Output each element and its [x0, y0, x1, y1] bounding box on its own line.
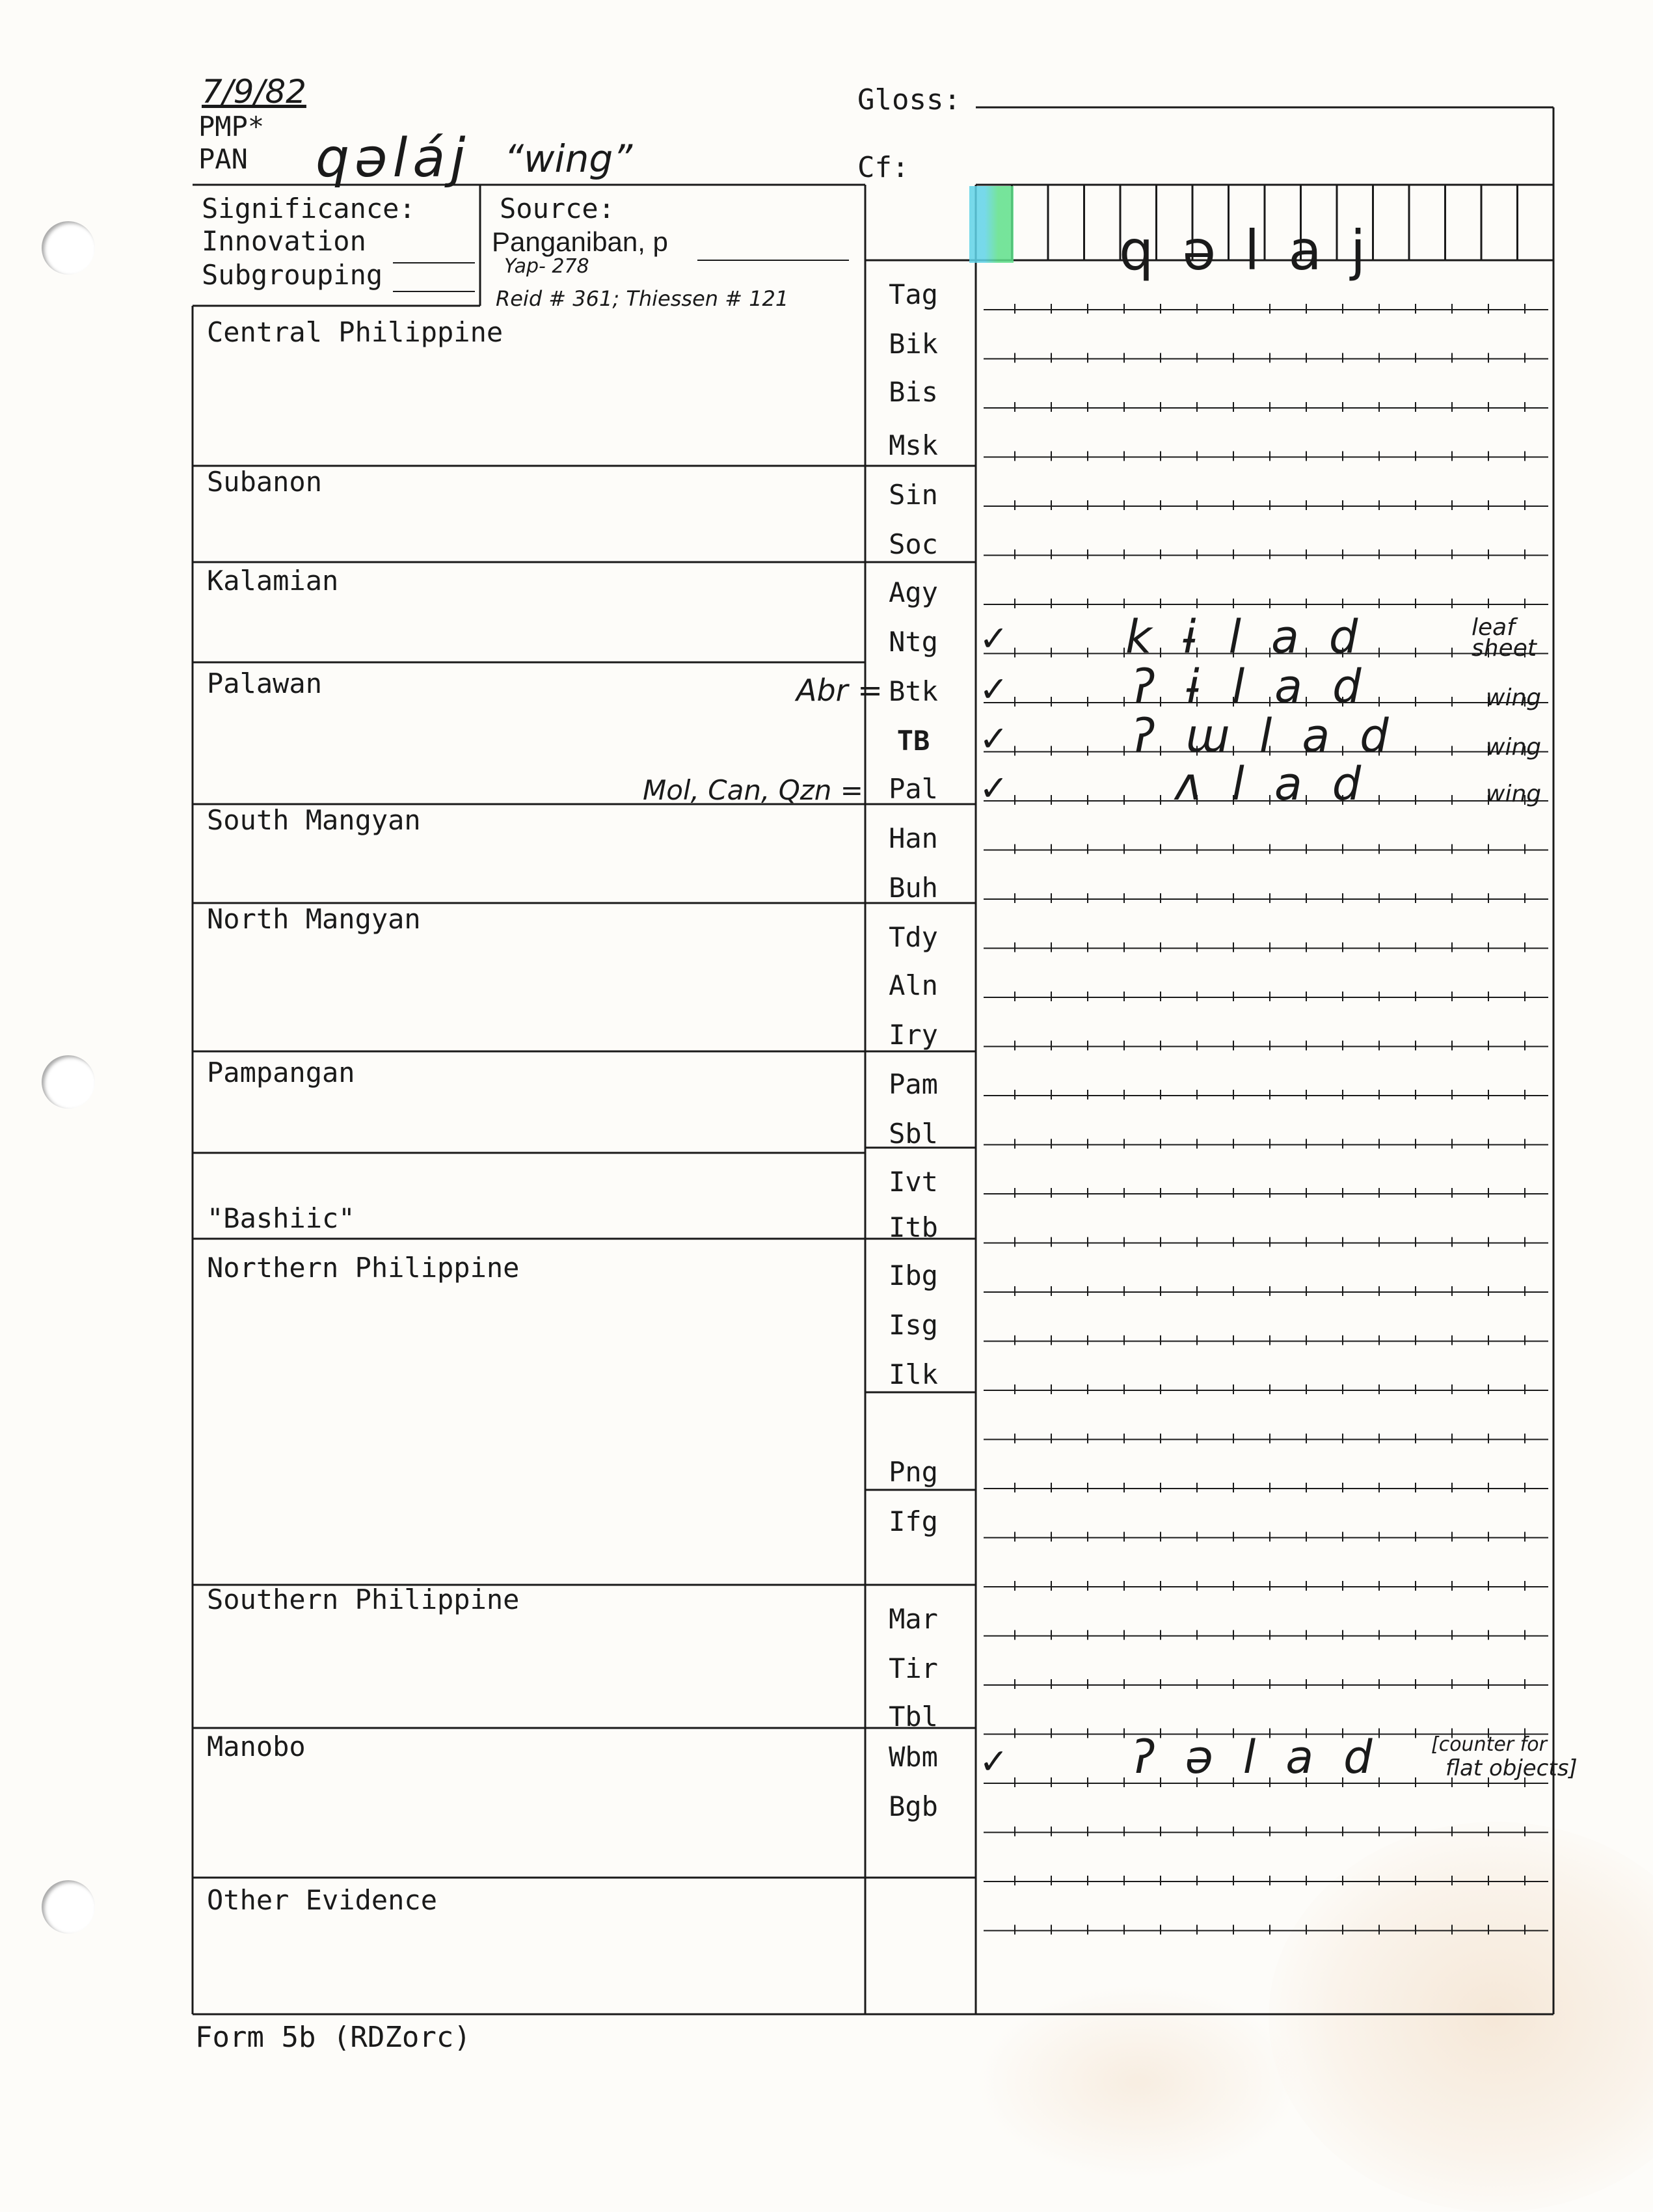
- significance-label: Significance:: [202, 193, 416, 224]
- gloss-quoted: “wing”: [504, 137, 633, 181]
- source-label: Source:: [500, 193, 615, 224]
- entry-pal-meaning: wing: [1486, 781, 1542, 807]
- lang-tir: Tir: [889, 1652, 938, 1684]
- entry-btk-form: ʔɨlad: [1132, 660, 1391, 713]
- group-bashiic: "Bashiic": [207, 1202, 355, 1234]
- innovation-label: Innovation: [202, 225, 366, 257]
- entry-wbm-meaning-1: [counter for: [1431, 1733, 1547, 1756]
- lang-bik: Bik: [889, 328, 938, 360]
- group-central-philippine: Central Philippine: [207, 316, 504, 348]
- check-pal: ✓: [979, 768, 1009, 809]
- cf-label: Cf:: [857, 151, 909, 184]
- lang-pam: Pam: [889, 1068, 938, 1100]
- lang-han: Han: [889, 822, 938, 854]
- entry-ntg-meaning-2: sheet: [1472, 635, 1537, 662]
- lang-iry: Iry: [889, 1019, 938, 1051]
- entry-tb-meaning: wing: [1486, 734, 1542, 761]
- subgrouping-label: Subgrouping: [202, 259, 383, 291]
- pal-prefix: Mol, Can, Qzn =: [643, 774, 863, 806]
- lang-bgb: Bgb: [889, 1790, 938, 1822]
- form-footer: Form 5b (RDZorc): [195, 2021, 471, 2054]
- lang-tb: TB: [896, 725, 930, 757]
- check-tb: ✓: [979, 718, 1009, 759]
- lang-png: Png: [889, 1456, 938, 1488]
- group-kalamian: Kalamian: [207, 565, 339, 597]
- lang-mar: Mar: [889, 1603, 938, 1635]
- entry-pal-form: ʌlad: [1175, 757, 1391, 811]
- lang-tag: Tag: [889, 278, 938, 310]
- lang-tdy: Tdy: [889, 921, 938, 953]
- lang-ilk: Ilk: [889, 1358, 938, 1390]
- entry-ntg-form: kɨlad: [1125, 610, 1388, 664]
- lang-ivt: Ivt: [889, 1166, 938, 1198]
- entry-wbm-meaning-2: flat objects]: [1445, 1755, 1578, 1781]
- entry-tb-form: ʔɯlad: [1132, 709, 1419, 762]
- lang-ntg: Ntg: [889, 626, 938, 658]
- group-manobo: Manobo: [207, 1731, 306, 1762]
- entry-btk-meaning: wing: [1486, 684, 1542, 711]
- check-ntg: ✓: [979, 618, 1009, 659]
- source-value: Panganiban, p: [492, 226, 668, 257]
- lang-agy: Agy: [889, 576, 938, 608]
- group-northern-philippine: Northern Philippine: [207, 1252, 520, 1284]
- entry-ntg-meaning-1: leaf: [1472, 614, 1515, 641]
- lang-wbm: Wbm: [889, 1741, 938, 1773]
- group-other-evidence: Other Evidence: [207, 1884, 438, 1916]
- group-north-mangyan: North Mangyan: [207, 903, 421, 935]
- group-pampangan: Pampangan: [207, 1057, 355, 1088]
- check-btk: ✓: [979, 669, 1009, 710]
- group-south-mangyan: South Mangyan: [207, 804, 421, 836]
- grid-header-form: qəlaj: [1119, 219, 1395, 282]
- lang-soc: Soc: [889, 528, 938, 560]
- entry-wbm-form: ʔəlad: [1132, 1731, 1403, 1784]
- lang-pal: Pal: [889, 773, 938, 805]
- lang-ifg: Ifg: [889, 1505, 938, 1537]
- protoform: qəláj: [316, 128, 471, 189]
- lang-sbl: Sbl: [889, 1118, 938, 1150]
- source-refs: Reid # 361; Thiessen # 121: [496, 286, 789, 311]
- gloss-label: Gloss:: [857, 83, 961, 116]
- group-subanon: Subanon: [207, 466, 323, 498]
- lang-buh: Buh: [889, 872, 938, 904]
- lang-sin: Sin: [889, 479, 938, 511]
- date: 7/9/82: [202, 73, 306, 111]
- check-wbm: ✓: [979, 1741, 1009, 1782]
- btk-prefix: Abr =: [796, 673, 883, 708]
- lang-aln: Aln: [889, 969, 938, 1001]
- lang-bis: Bis: [889, 376, 938, 408]
- lang-itb: Itb: [889, 1211, 938, 1243]
- highlighter-mark: [969, 186, 1014, 263]
- source-yap: Yap- 278: [504, 255, 589, 278]
- lang-msk: Msk: [889, 429, 938, 461]
- pmp-label: PMP*: [198, 111, 265, 142]
- pan-label: PAN: [198, 143, 248, 175]
- lang-isg: Isg: [889, 1309, 938, 1341]
- lang-ibg: Ibg: [889, 1260, 938, 1291]
- group-palawan: Palawan: [207, 668, 323, 699]
- lang-btk: Btk: [889, 675, 938, 707]
- group-southern-philippine: Southern Philippine: [207, 1584, 520, 1615]
- lang-tbl: Tbl: [889, 1701, 938, 1733]
